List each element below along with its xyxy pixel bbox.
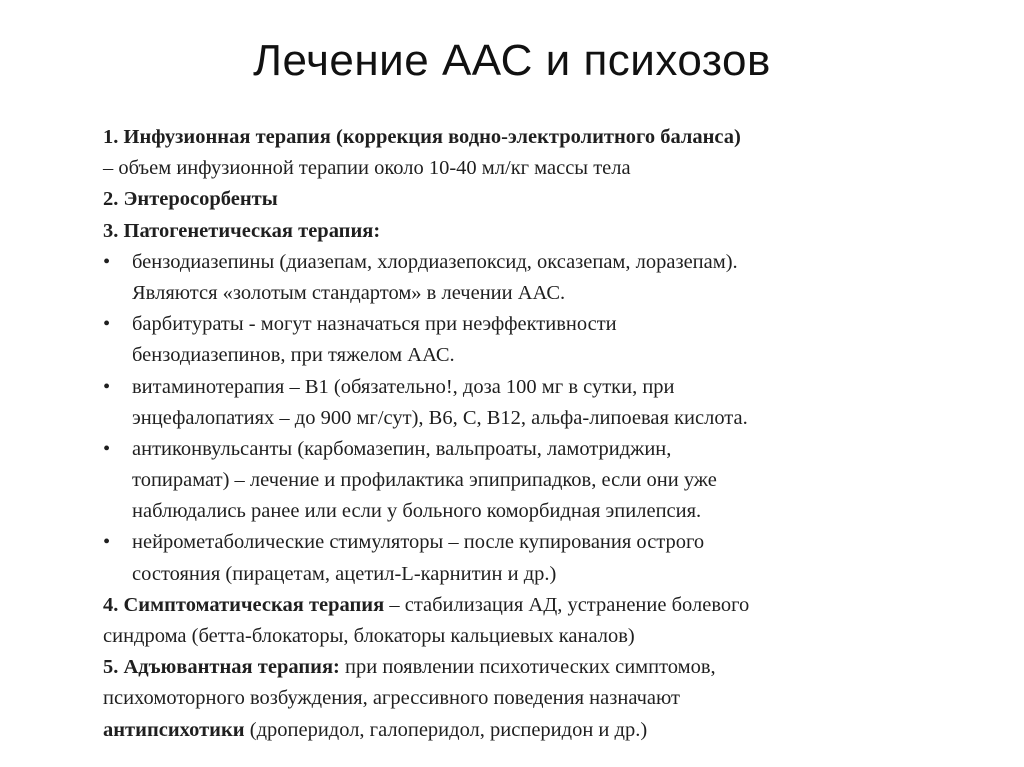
bullet-line: нейрометаболические стимуляторы – после купирования острого [132,531,705,554]
bullet-line: антиконвульсанты (карбомазепин, вальпроаты, ламотриджин, [132,437,672,460]
section-5-line-1 [103,652,923,683]
section-5-heading: 5. Адъювантная терапия: [103,656,340,679]
section-1-text: – объем инфузионной терапии около 10-40 мл/кг массы тела [103,157,631,180]
bullet-item-benzodiazepines [103,247,923,309]
bullet-item-neurometabolic [103,527,923,589]
bullet-line: топирамат) – лечение и профилактика эпиприпадков, если они уже [132,469,717,492]
section-5-line-3 [103,715,923,746]
bullet-icon: • [103,313,111,336]
bullet-item-vitamin-therapy [103,372,923,434]
section-3-heading: 3. Патогенетическая терапия: [103,219,381,242]
bullet-line: наблюдались ранее или если у больного коморбидная эпилепсия. [132,500,702,523]
section-5-bold-term: антипсихотики [103,718,245,741]
section-5-text-end: (дроперидол, галоперидол, рисперидон и др.) [244,718,648,741]
bullet-item-anticonvulsants [103,434,923,528]
section-4-text: – стабилизация АД, устранение болевого [384,593,750,616]
section-2-heading: 2. Энтеросорбенты [103,188,278,211]
bullet-line: энцефалопатиях – до 900 мг/сут), В6, С, В12, альфа-липоевая кислота. [132,406,748,429]
bullet-line: витаминотерапия – В1 (обязательно!, доза 100 мг в сутки, при [132,375,675,398]
bullet-icon: • [103,437,111,460]
bullet-icon: • [103,531,111,554]
bullet-line: бензодиазепины (диазепам, хлордиазепоксид, оксазепам, лоразепам). [132,250,738,273]
bullet-icon: • [103,250,111,273]
bullet-item-barbiturates [103,309,923,371]
section-4-heading: 4. Симптоматическая терапия [103,593,385,616]
slide-content [103,122,923,746]
section-4-line-2: синдрома (бетта-блокаторы, блокаторы кальциевых каналов) [103,625,635,647]
section-5-line-2: психомоторного возбуждения, агрессивного поведения назначают [103,687,681,710]
section-4-line-1 [103,590,923,621]
bullet-icon: • [103,375,111,398]
section-5-text: при появлении психотических симптомов, [339,656,716,679]
bullet-line: состояния (пирацетам, ацетил-L-карнитин и др.) [132,562,557,585]
bullet-line: Являются «золотым стандартом» в лечении ААС. [132,281,566,304]
bullet-line: барбитураты - могут назначаться при неэффективности [132,313,617,336]
slide-title: Лечение ААС и психозов [253,36,771,85]
section-1-heading: 1. Инфузионная терапия (коррекция водно-электролитного баланса) [103,126,741,148]
bullet-line: бензодиазепинов, при тяжелом ААС. [132,344,455,367]
